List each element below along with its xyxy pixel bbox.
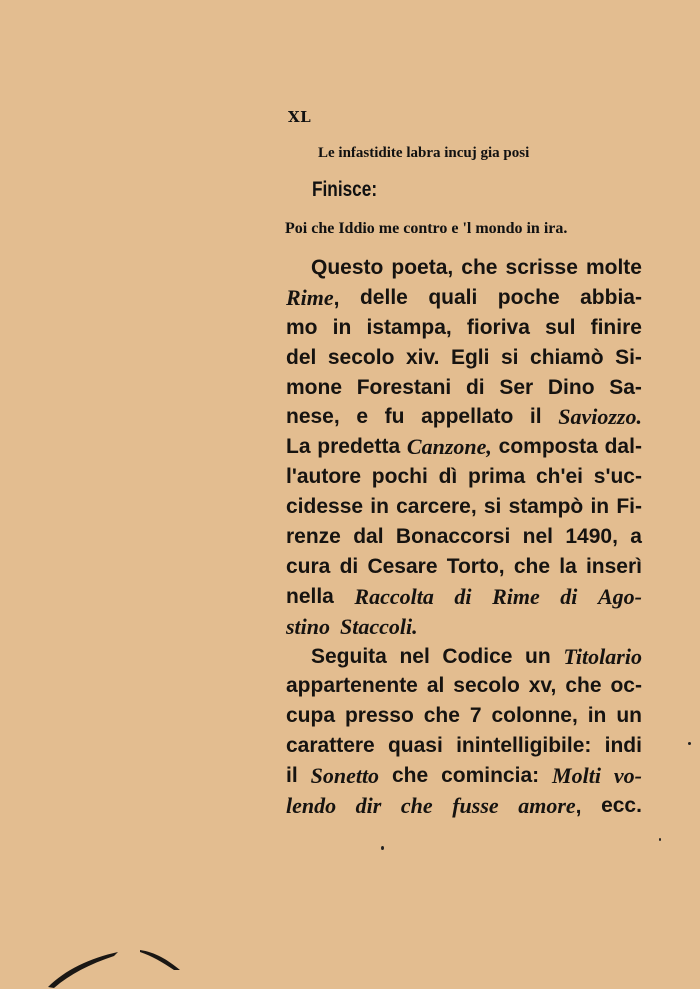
roman-text: ch'ei: [536, 465, 584, 489]
roman-text: secolo: [453, 674, 520, 698]
word: [345, 701, 414, 731]
word: [616, 701, 642, 731]
word: [565, 671, 601, 701]
roman-text: che: [513, 554, 551, 578]
text-line: [286, 761, 642, 791]
roman-text: che: [565, 674, 602, 698]
roman-text: a: [630, 525, 642, 549]
roman-text: appartenente: [286, 674, 418, 698]
word: [311, 253, 383, 283]
word: [388, 731, 443, 761]
word: [559, 552, 577, 582]
word: [501, 343, 519, 373]
word: [529, 671, 557, 701]
word: [565, 522, 618, 552]
roman-text: indi: [604, 734, 642, 758]
word: [630, 522, 642, 552]
roman-text: Sa-: [609, 375, 642, 399]
roman-text: cidesse: [286, 495, 364, 519]
word: [286, 283, 340, 313]
word: [396, 522, 510, 552]
text-line: [286, 791, 642, 821]
roman-text: delle: [359, 285, 408, 309]
word: [311, 761, 379, 791]
text-line: [286, 582, 642, 612]
word: [407, 432, 492, 462]
roman-text: l'autore: [286, 465, 362, 489]
word: [601, 791, 642, 821]
roman-text: Dino: [547, 375, 595, 399]
roman-text: il: [286, 764, 298, 788]
italic-text: Sonetto: [310, 763, 380, 789]
text-line: [286, 612, 642, 642]
roman-text: un: [616, 704, 642, 728]
word: [451, 343, 490, 373]
incipit-line: Le infastidite labra incuj gia posi: [318, 145, 530, 161]
text-line: [286, 253, 642, 283]
roman-text: mo: [286, 315, 318, 339]
ink-speck: [688, 742, 691, 745]
word: [311, 642, 387, 672]
word: [286, 671, 418, 701]
roman-text: Ser: [499, 375, 534, 399]
roman-text: ecc.: [601, 794, 642, 818]
roman-text: in: [590, 495, 610, 519]
word: [356, 791, 382, 821]
word: [428, 283, 477, 313]
italic-text: di: [454, 583, 472, 609]
word: [447, 552, 505, 582]
roman-text: 7: [469, 704, 482, 728]
word: [591, 313, 642, 343]
roman-text: chiamò: [530, 345, 604, 369]
roman-text: oc-: [610, 674, 642, 698]
roman-text: la: [559, 554, 577, 578]
roman-text: che: [423, 704, 460, 728]
word: [499, 373, 533, 403]
roman-text: un: [525, 644, 551, 668]
word: [286, 582, 334, 612]
roman-text: cura: [286, 554, 331, 578]
word: [525, 642, 551, 672]
word: [470, 701, 482, 731]
italic-text: di: [560, 583, 578, 609]
word: [461, 253, 497, 283]
word: [385, 402, 405, 432]
text-line: [286, 522, 642, 552]
roman-text: molte: [585, 256, 642, 279]
roman-text: Forestani: [356, 375, 452, 399]
word: [536, 462, 583, 492]
roman-text: e: [356, 405, 369, 429]
roman-text: abbia-: [580, 285, 642, 309]
word: [286, 432, 311, 462]
word: [514, 552, 550, 582]
roman-text: del: [286, 345, 317, 369]
text-line: [286, 731, 642, 761]
roman-text: inintelligibile:: [456, 734, 592, 758]
word: [328, 343, 395, 373]
word: [286, 313, 318, 343]
word: [286, 402, 340, 432]
roman-text: Torto,: [446, 554, 505, 578]
word: [392, 761, 428, 791]
word: [399, 642, 429, 672]
roman-text: mone: [286, 375, 343, 399]
word: [586, 552, 642, 582]
roman-text: sul: [545, 315, 576, 339]
roman-text: quasi: [387, 734, 443, 758]
italic-text: Molti: [552, 763, 601, 789]
word: [523, 522, 553, 552]
roman-text: prima: [468, 465, 526, 489]
word: [391, 253, 453, 283]
word: [456, 731, 591, 761]
word: [558, 402, 642, 432]
word: [372, 462, 428, 492]
word: [498, 283, 560, 313]
word: [588, 701, 607, 731]
roman-text: presso: [344, 704, 414, 728]
roman-text: dal-: [604, 435, 642, 459]
roman-text: che: [461, 256, 498, 279]
roman-text: predetta: [317, 435, 401, 459]
word: [605, 731, 642, 761]
roman-text: fu: [384, 405, 405, 429]
roman-text: s'uc-: [593, 465, 642, 489]
roman-text: Bonaccorsi: [395, 525, 511, 549]
roman-text: che: [391, 764, 429, 788]
word: [286, 552, 330, 582]
word: [548, 373, 595, 403]
roman-text: al: [426, 674, 445, 698]
roman-text: nese,: [286, 405, 340, 429]
word: [452, 791, 498, 821]
roman-text: in: [587, 704, 607, 728]
word: [286, 343, 316, 373]
word: [286, 761, 298, 791]
word: [552, 761, 601, 791]
word: [467, 313, 530, 343]
word: [530, 402, 542, 432]
word: [616, 492, 642, 522]
word: [506, 253, 578, 283]
word: [439, 462, 458, 492]
roman-text: carattere: [286, 734, 375, 758]
word: [367, 313, 452, 343]
word: [598, 582, 642, 612]
roman-text: nella: [286, 584, 334, 608]
word: [468, 462, 525, 492]
italic-text: Rime: [492, 583, 540, 609]
word: [484, 492, 502, 522]
word: [545, 313, 575, 343]
italic-text: dir: [355, 793, 382, 819]
text-line: [286, 701, 642, 731]
word: [492, 582, 540, 612]
word: [586, 253, 642, 283]
roman-text: cupa: [286, 704, 336, 728]
word: [442, 642, 512, 672]
roman-text: istampa,: [366, 315, 452, 339]
roman-text: nel: [399, 644, 430, 668]
word: [580, 283, 642, 313]
word: [286, 492, 363, 522]
roman-text: Si-: [615, 345, 642, 369]
word: [610, 671, 642, 701]
italic-text: Raccolta: [354, 583, 434, 609]
word: [286, 462, 361, 492]
word: [401, 791, 433, 821]
page-number: XL: [288, 108, 312, 126]
word: [499, 432, 598, 462]
word: [614, 761, 642, 791]
roman-text: in: [370, 495, 389, 519]
italic-text: Staccoli.: [340, 613, 418, 639]
roman-text: La: [286, 435, 311, 459]
word: [286, 522, 341, 552]
roman-text: stampò: [508, 495, 584, 519]
roman-text: 1490,: [565, 525, 618, 549]
roman-text: dal: [353, 525, 384, 549]
roman-text: appellato: [421, 405, 514, 429]
text-line: [286, 313, 642, 343]
word: [357, 373, 452, 403]
roman-text: poche: [497, 285, 560, 309]
roman-text: ,: [575, 795, 582, 819]
roman-text: Fi-: [616, 495, 642, 519]
word: [286, 731, 375, 761]
text-line: [286, 671, 642, 701]
word: [353, 522, 383, 552]
word: [454, 582, 471, 612]
roman-text: si: [483, 495, 502, 519]
roman-text: Codice: [442, 644, 513, 668]
word: [491, 701, 577, 731]
word: [340, 552, 359, 582]
roman-text: in: [332, 315, 352, 339]
word: [286, 701, 335, 731]
word: [530, 343, 604, 373]
word: [333, 313, 352, 343]
roman-text: xv,: [528, 674, 557, 698]
word: [509, 492, 584, 522]
word: [424, 701, 460, 731]
word: [354, 582, 433, 612]
word: [609, 373, 642, 403]
roman-text: nel: [522, 525, 553, 549]
italic-text: stino: [286, 613, 331, 639]
italic-text: vo-: [613, 763, 642, 789]
ink-speck: [659, 838, 661, 841]
word: [370, 492, 389, 522]
text-line: [286, 492, 642, 522]
roman-text: dì: [438, 465, 458, 489]
roman-text: inserì: [585, 554, 642, 578]
roman-text: Egli: [450, 345, 490, 369]
roman-text: quali: [428, 285, 478, 309]
roman-text: carcere,: [396, 495, 477, 519]
explicit-line: Poi che Iddio me contro e 'l mondo in ira.: [285, 220, 568, 237]
text-line: [286, 462, 642, 492]
word: [286, 791, 336, 821]
roman-text: Cesare: [367, 554, 438, 578]
italic-text: Titolario: [563, 643, 642, 669]
roman-text: composta: [498, 435, 598, 459]
word: [396, 492, 477, 522]
text-line: [286, 283, 642, 313]
word: [286, 373, 342, 403]
ink-speck: [381, 846, 384, 850]
roman-text: di: [339, 554, 359, 578]
word: [590, 492, 609, 522]
italic-text: che: [400, 793, 433, 819]
word: [453, 671, 520, 701]
finisce-label: Finisce:: [312, 178, 378, 201]
roman-text: Seguita: [311, 644, 387, 668]
text-line: [286, 343, 642, 373]
word: [367, 552, 437, 582]
word: [340, 612, 418, 642]
word: [441, 761, 539, 791]
word: [406, 343, 439, 373]
roman-text: scrisse: [505, 256, 578, 279]
body-text: [286, 253, 642, 821]
roman-text: xiv.: [405, 345, 440, 369]
word: [286, 612, 330, 642]
text-line: [286, 432, 642, 462]
word: [421, 402, 513, 432]
italic-text: amore: [518, 793, 576, 819]
word: [615, 343, 642, 373]
roman-text: si: [500, 345, 519, 369]
word: [594, 462, 642, 492]
italic-text: Ago-: [597, 583, 642, 609]
word: [560, 582, 577, 612]
text-line: [286, 402, 642, 432]
word: [317, 432, 400, 462]
italic-text: lendo: [286, 793, 337, 819]
word: [518, 791, 581, 821]
roman-text: finire: [590, 315, 642, 339]
text-line: [286, 642, 642, 672]
text-line: [286, 552, 642, 582]
roman-text: fioriva: [466, 315, 530, 339]
roman-text: comincia:: [441, 764, 540, 788]
word: [466, 373, 485, 403]
roman-text: secolo: [327, 345, 395, 369]
italic-text: Saviozzo.: [558, 404, 642, 430]
roman-text: di: [465, 375, 485, 399]
word: [356, 402, 368, 432]
word: [360, 283, 408, 313]
roman-text: Questo: [311, 256, 384, 279]
roman-text: colonne,: [491, 704, 578, 728]
scan-smudge: [40, 940, 200, 989]
word: [605, 432, 642, 462]
italic-text: Canzone,: [406, 434, 492, 460]
word: [427, 671, 445, 701]
roman-text: pochi: [371, 465, 428, 489]
word: [563, 642, 642, 672]
roman-text: il: [529, 405, 542, 429]
roman-text: renze: [286, 525, 341, 549]
italic-text: fusse: [452, 793, 499, 819]
text-line: [286, 373, 642, 403]
roman-text: ,: [333, 286, 340, 310]
roman-text: poeta,: [391, 256, 454, 279]
italic-text: Rime: [286, 284, 334, 310]
